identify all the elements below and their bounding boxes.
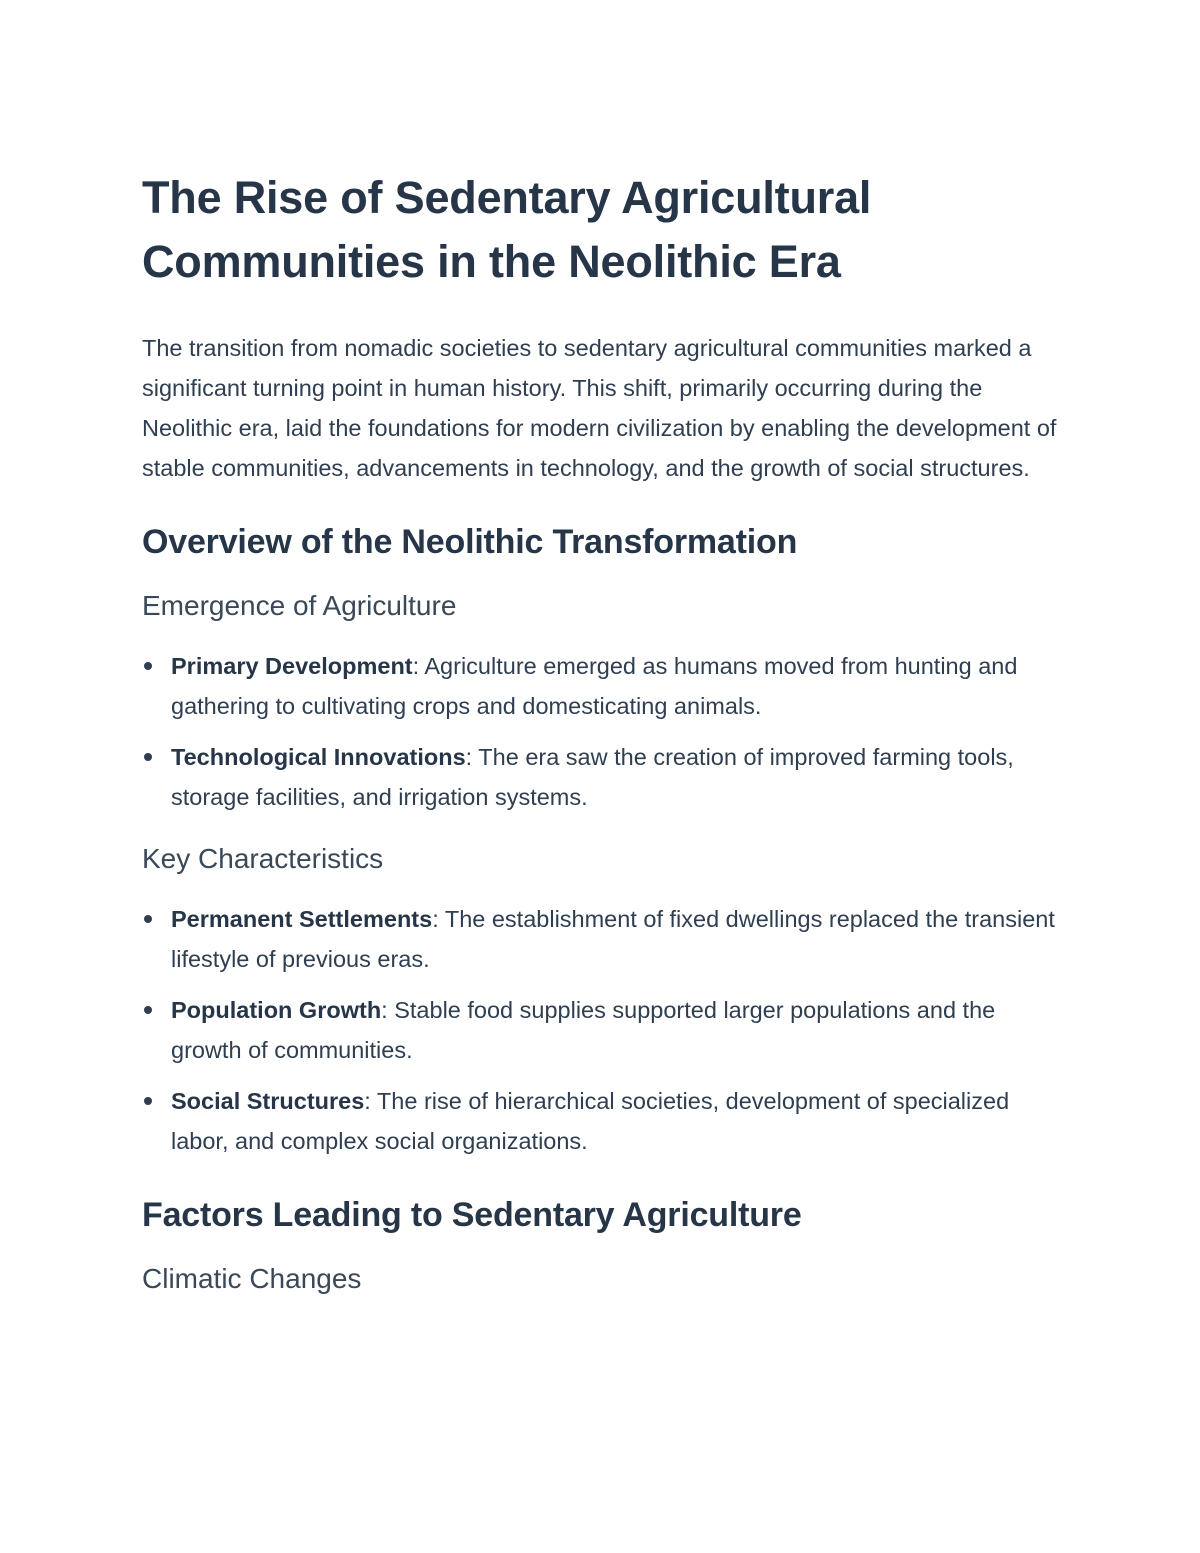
list-item-term: Social Structures	[171, 1088, 365, 1114]
bullet-list-emergence	[142, 646, 1060, 817]
list-item-term: Technological Innovations	[171, 744, 466, 770]
list-item-text: : Stable food supplies supported larger populations and the growth of communities.	[171, 997, 996, 1063]
list-item	[142, 990, 1060, 1070]
list-item	[142, 646, 1060, 726]
section-heading-overview: Overview of the Neolithic Transformation	[142, 523, 798, 561]
document-title: The Rise of Sedentary Agricultural Communities in the Neolithic Era	[142, 172, 872, 287]
list-item-term: Primary Development	[171, 653, 413, 679]
bullet-icon	[144, 915, 152, 923]
list-item	[142, 737, 1060, 817]
list-item-text: : Agriculture emerged as humans moved from hunting and gathering to cultivating crops and domesticating animals.	[171, 653, 1018, 719]
subsection-heading-emergence: Emergence of Agriculture	[142, 590, 457, 621]
list-item-text: : The rise of hierarchical societies, development of specialized labor, and complex social organizations.	[171, 1088, 1010, 1154]
bullet-icon	[144, 662, 152, 670]
section-heading-factors: Factors Leading to Sedentary Agriculture	[142, 1196, 802, 1234]
intro-paragraph: The transition from nomadic societies to sedentary agricultural communities marked a significant turning point in human history. This shift, primarily occurring during the Neolithic era, laid the foundations for modern civilization by enabling the development of stable communities, advancements in technology, and the growth of social structures.	[142, 335, 1057, 481]
subsection-heading-climatic-changes: Climatic Changes	[142, 1263, 362, 1294]
list-item	[142, 899, 1060, 979]
list-item	[142, 1081, 1060, 1161]
bullet-icon	[144, 1006, 152, 1014]
bullet-icon	[144, 753, 152, 761]
subsection-heading-key-characteristics: Key Characteristics	[142, 843, 384, 874]
bullet-icon	[144, 1097, 152, 1105]
list-item-term: Population Growth	[171, 997, 382, 1023]
list-item-text: : The establishment of fixed dwellings replaced the transient lifestyle of previous eras.	[171, 906, 1055, 972]
bullet-list-key-characteristics	[142, 899, 1060, 1161]
list-item-term: Permanent Settlements	[171, 906, 433, 932]
list-item-text: : The era saw the creation of improved farming tools, storage facilities, and irrigation systems.	[171, 744, 1014, 810]
